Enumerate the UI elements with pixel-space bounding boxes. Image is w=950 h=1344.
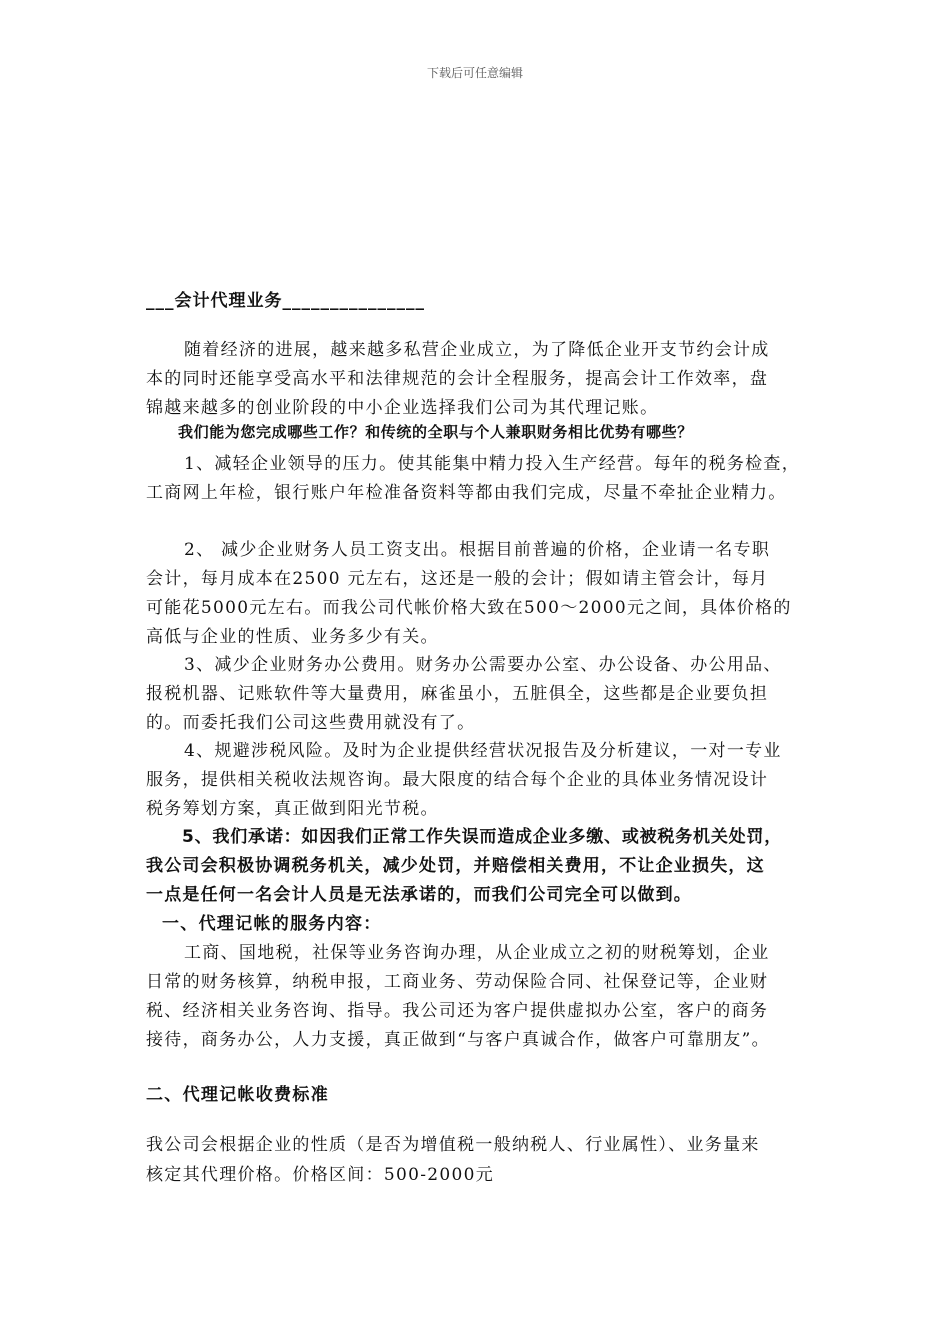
document-title: ___会计代理业务_______________ <box>146 291 425 311</box>
point-1-line: 工商网上年检，银行账户年检准备资料等都由我们完成，尽量不牵扯企业精力。 <box>146 483 787 503</box>
point-3-line: 报税机器、记账软件等大量费用，麻雀虽小，五脏俱全，这些都是企业要负担 <box>146 684 769 704</box>
point-5-line: 一点是任何一名会计人员是无法承诺的，而我们公司完全可以做到。 <box>146 885 692 905</box>
point-1-line: 1、减轻企业领导的压力。使其能集中精力投入生产经营。每年的税务检查， <box>184 454 801 474</box>
section-2-line: 核定其代理价格。价格区间：500-2000元 <box>146 1165 495 1185</box>
question-heading: 我们能为您完成哪些工作？和传统的全职与个人兼职财务相比优势有哪些？ <box>178 423 693 441</box>
section-1-heading: 一、代理记帐的服务内容： <box>162 914 382 934</box>
point-5-line: 我公司会积极协调税务机关，减少处罚，并赔偿相关费用，不让企业损失，这 <box>146 856 765 876</box>
section-1-line: 工商、国地税，社保等业务咨询办理，从企业成立之初的财税筹划，企业 <box>184 943 770 963</box>
section-2-line: 我公司会根据企业的性质（是否为增值税一般纳税人、行业属性）、业务量来 <box>146 1135 760 1155</box>
intro-line: 随着经济的进展，越来越多私营企业成立，为了降低企业开支节约会计成 <box>184 340 770 360</box>
point-3-line: 3、减少企业财务办公费用。财务办公需要办公室、办公设备、办公用品、 <box>184 655 782 675</box>
page-header-note: 下载后可任意编辑 <box>426 66 523 80</box>
point-2-line: 高低与企业的性质、业务多少有关。 <box>146 627 439 647</box>
intro-line: 锦越来越多的创业阶段的中小企业选择我们公司为其代理记账。 <box>146 398 659 418</box>
point-2-line: 2、 减少企业财务人员工资支出。根据目前普遍的价格，企业请一名专职 <box>184 540 771 560</box>
point-2-line: 可能花5000元左右。而我公司代帐价格大致在500～2000元之间，具体价格的 <box>146 598 792 618</box>
point-4-line: 税务筹划方案，真正做到阳光节税。 <box>146 799 439 819</box>
point-4-line: 服务，提供相关税收法规咨询。最大限度的结合每个企业的具体业务情况设计 <box>146 770 769 790</box>
section-1-line: 日常的财务核算，纳税申报，工商业务、劳动保险合同、社保登记等，企业财 <box>146 972 769 992</box>
point-3-line: 的。而委托我们公司这些费用就没有了。 <box>146 713 476 733</box>
point-4-line: 4、规避涉税风险。及时为企业提供经营状况报告及分析建议，一对一专业 <box>184 741 782 761</box>
point-2-line: 会计，每月成本在2500 元左右，这还是一般的会计；假如请主管会计，每月 <box>146 569 769 589</box>
section-2-heading: 二、代理记帐收费标准 <box>146 1085 329 1105</box>
section-1-line: 接待，商务办公，人力支援，真正做到“与客户真诚合作，做客户可靠朋友”。 <box>146 1030 770 1050</box>
point-5-line: 5、我们承诺：如因我们正常工作失误而造成企业多缴、或被税务机关处罚， <box>182 827 783 847</box>
intro-line: 本的同时还能享受高水平和法律规范的会计全程服务，提高会计工作效率，盘 <box>146 369 769 389</box>
section-1-line: 税、经济相关业务咨询、指导。我公司还为客户提供虚拟办公室，客户的商务 <box>146 1001 769 1021</box>
